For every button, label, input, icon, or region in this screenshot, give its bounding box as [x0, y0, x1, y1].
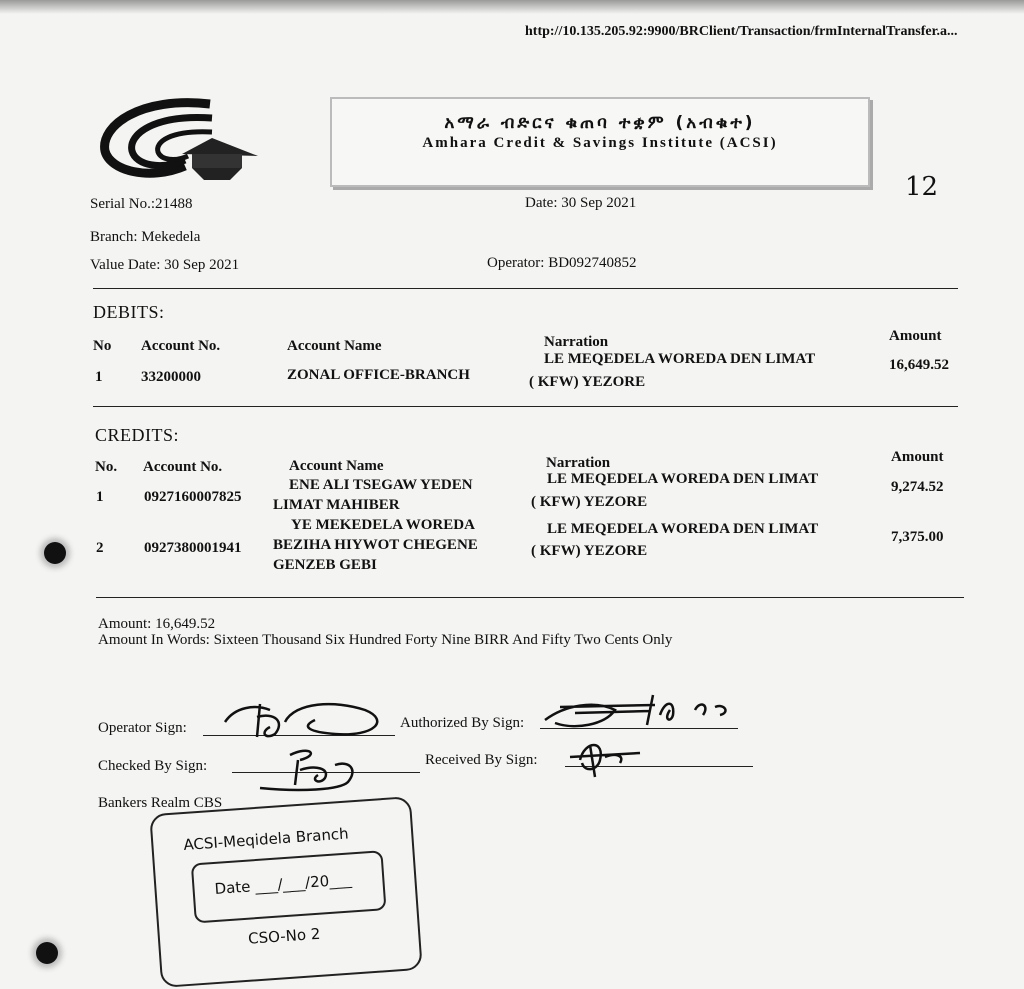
acsi-logo — [100, 96, 265, 191]
credits-header-narration: Narration — [546, 455, 611, 471]
credit-narration-line1: LE MEQEDELA WOREDA DEN LIMAT — [547, 521, 819, 537]
stamp-date-box — [191, 850, 387, 923]
page-url: http://10.135.205.92:9900/BRClient/Transaction/frmInternalTransfer.a... — [525, 24, 958, 39]
debit-narration-line2: ( KFW) YEZORE — [529, 374, 646, 390]
checked-sign-label: Checked By Sign: — [98, 758, 208, 774]
paper-top-edge — [0, 0, 1024, 14]
punch-hole — [36, 942, 58, 964]
voucher-date: Date: 30 Sep 2021 — [525, 195, 637, 211]
system-name: Bankers Realm CBS — [98, 795, 223, 811]
stamp-date: Date ___/___/20___ — [213, 870, 353, 898]
operator-id: Operator: BD092740852 — [487, 255, 637, 271]
debits-title: DEBITS: — [93, 302, 165, 322]
debits-header-account-no: Account No. — [141, 338, 221, 354]
punch-hole — [44, 542, 66, 564]
credit-no: 1 — [96, 489, 104, 505]
debits-header-no: No — [93, 338, 112, 354]
institution-banner — [330, 97, 870, 187]
handwritten-mark: 12 — [905, 172, 939, 202]
credits-header-account-name: Account Name — [289, 458, 384, 474]
credit-narration-line2: ( KFW) YEZORE — [531, 494, 648, 510]
authorized-signature — [535, 685, 750, 740]
credit-account-name-line2: BEZIHA HIYWOT CHEGENE — [273, 537, 478, 553]
credit-narration-line1: LE MEQEDELA WOREDA DEN LIMAT — [547, 471, 819, 487]
credit-amount: 9,274.52 — [891, 479, 944, 495]
amount-in-words: Amount In Words: Sixteen Thousand Six Hundred Forty Nine BIRR And Fifty Two Cents Only — [98, 632, 673, 648]
credit-amount: 7,375.00 — [891, 529, 944, 545]
credit-account-name-line3: GENZEB GEBI — [273, 557, 377, 573]
stamp-branch: ACSI-Meqidela Branch — [182, 824, 350, 855]
credit-account-no: 0927380001941 — [144, 540, 242, 556]
checked-signature — [240, 740, 390, 800]
credits-title: CREDITS: — [95, 425, 180, 445]
credits-header-amount: Amount — [891, 449, 944, 465]
credits-header-account-no: Account No. — [143, 459, 223, 475]
debit-account-no: 33200000 — [141, 369, 201, 385]
credit-no: 2 — [96, 540, 104, 556]
credits-header-no: No. — [95, 459, 118, 475]
branch-stamp — [149, 796, 422, 988]
value-date: Value Date: 30 Sep 2021 — [90, 257, 240, 273]
received-signature — [560, 735, 650, 780]
divider — [96, 597, 964, 598]
stamp-cso-number: CSO-No 2 — [247, 924, 321, 948]
serial-number: Serial No.:21488 — [90, 196, 193, 212]
debit-narration-line1: LE MEQEDELA WOREDA DEN LIMAT — [544, 351, 816, 367]
divider — [93, 406, 958, 407]
credit-account-name-line1: YE MEKEDELA WOREDA — [291, 517, 475, 533]
debit-amount: 16,649.52 — [889, 357, 949, 373]
authorized-sign-label: Authorized By Sign: — [400, 715, 525, 731]
amharic-title: አማራ ብድርና ቁጠባ ተቋም (አብቁተ) — [444, 113, 756, 133]
credit-account-name-line2: LIMAT MAHIBER — [273, 497, 400, 513]
english-title: Amhara Credit & Savings Institute (ACSI) — [422, 135, 778, 151]
operator-signature — [215, 692, 395, 747]
operator-sign-label: Operator Sign: — [98, 720, 187, 736]
branch: Branch: Mekedela — [90, 229, 201, 245]
received-sign-label: Received By Sign: — [425, 752, 538, 768]
divider — [93, 288, 958, 289]
debits-header-account-name: Account Name — [287, 338, 382, 354]
debit-no: 1 — [95, 369, 103, 385]
credit-account-name-line1: ENE ALI TSEGAW YEDEN — [289, 477, 473, 493]
debits-header-narration: Narration — [544, 334, 609, 350]
credit-account-no: 0927160007825 — [144, 489, 242, 505]
debits-header-amount: Amount — [889, 328, 942, 344]
total-amount: Amount: 16,649.52 — [98, 616, 216, 632]
credit-narration-line2: ( KFW) YEZORE — [531, 543, 648, 559]
debit-account-name: ZONAL OFFICE-BRANCH — [287, 367, 470, 383]
